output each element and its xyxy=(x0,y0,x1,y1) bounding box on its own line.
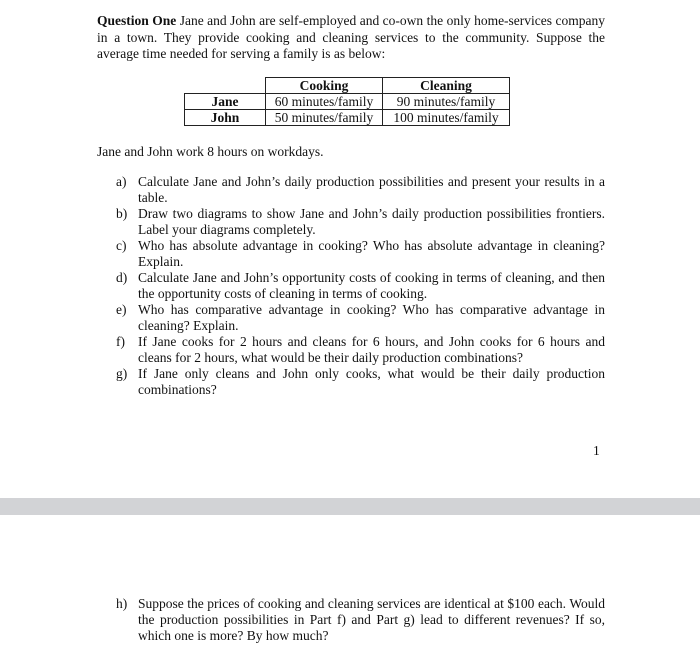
question-label: f) xyxy=(116,334,125,349)
table-row xyxy=(185,94,510,110)
question-text: If Jane only cleans and John only cooks, what would be their daily production combinations? xyxy=(138,366,605,397)
question-item xyxy=(116,366,605,398)
question-text: If Jane cooks for 2 hours and cleans for 6 hours, and John cooks for 6 hours and cleans for 2 hours, what would be their daily production combinations? xyxy=(138,334,605,365)
page-separator xyxy=(0,498,700,515)
question-list-page2 xyxy=(116,596,605,644)
question-text: Who has absolute advantage in cooking? Who has absolute advantage in cleaning? Explain. xyxy=(138,238,605,269)
cell-cleaning: 100 minutes/family xyxy=(383,110,510,126)
table-corner xyxy=(185,78,266,94)
header-cleaning: Cleaning xyxy=(383,78,510,94)
question-label: d) xyxy=(116,270,128,285)
question-heading: Question One xyxy=(97,13,177,28)
question-label: g) xyxy=(116,366,128,381)
question-text: Draw two diagrams to show Jane and John’s daily production possibilities frontiers. Label your diagrams completely. xyxy=(138,206,605,237)
table-header-row xyxy=(185,78,510,94)
question-text: Who has comparative advantage in cooking? Who has comparative advantage in cleaning? Explain. xyxy=(138,302,605,333)
row-name: Jane xyxy=(185,94,266,110)
question-list xyxy=(116,174,605,398)
document-page-2 xyxy=(0,515,700,662)
question-label: b) xyxy=(116,206,128,221)
intro-text: Jane and John are self-employed and co-own the only home-services company in a town. They provide cooking and cleaning services to the community. Suppose the average time needed for serving a family is as below: xyxy=(97,13,605,61)
question-intro xyxy=(97,13,605,63)
question-label: e) xyxy=(116,302,127,317)
cell-cleaning: 90 minutes/family xyxy=(383,94,510,110)
question-text: Suppose the prices of cooking and cleaning services are identical at $100 each. Would the production possibilities in Part f) and Part g) lead to different revenues? If so, which one is more? By how much? xyxy=(138,596,605,643)
table-row xyxy=(185,110,510,126)
question-item xyxy=(116,206,605,238)
question-text: Calculate Jane and John’s daily production possibilities and present your results in a table. xyxy=(138,174,605,205)
cell-cooking: 50 minutes/family xyxy=(266,110,383,126)
question-label: h) xyxy=(116,596,128,611)
cell-cooking: 60 minutes/family xyxy=(266,94,383,110)
question-item xyxy=(116,596,605,644)
row-name: John xyxy=(185,110,266,126)
header-cooking: Cooking xyxy=(266,78,383,94)
question-item xyxy=(116,302,605,334)
question-label: a) xyxy=(116,174,127,189)
question-item xyxy=(116,334,605,366)
workday-note: Jane and John work 8 hours on workdays. xyxy=(97,144,324,159)
question-item xyxy=(116,238,605,270)
page-number: 1 xyxy=(593,443,600,458)
time-table xyxy=(184,77,510,126)
question-label: c) xyxy=(116,238,127,253)
question-item xyxy=(116,174,605,206)
question-item xyxy=(116,270,605,302)
question-text: Calculate Jane and John’s opportunity costs of cooking in terms of cleaning, and then the opportunity costs of cleaning in terms of cooking. xyxy=(138,270,605,301)
